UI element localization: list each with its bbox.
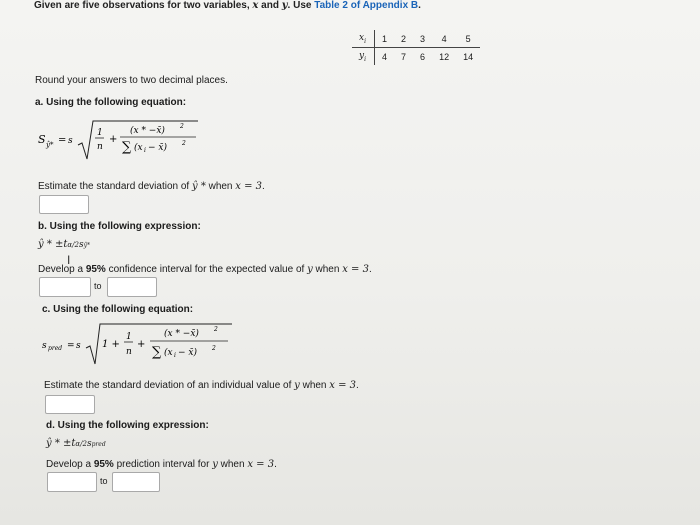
problem-intro — [34, 0, 421, 11]
part-b-upper-input[interactable] — [107, 277, 157, 297]
y-cell: 7 — [401, 51, 407, 62]
svg-text:=: = — [67, 341, 75, 351]
svg-text:2: 2 — [182, 140, 186, 147]
x-cell: 3 — [413, 30, 432, 48]
x-cell: 4 — [432, 30, 456, 48]
svg-text:S: S — [38, 133, 46, 146]
svg-text:i: i — [144, 147, 146, 154]
part-d-to-label: to — [100, 476, 108, 486]
svg-text:i: i — [174, 352, 176, 359]
appendix-table-link[interactable]: Table 2 of Appendix B — [314, 0, 419, 11]
svg-text:=: = — [58, 135, 67, 146]
y-label: $y_i$ — [352, 48, 375, 66]
svg-text:∑: ∑ — [122, 140, 132, 155]
svg-text:2: 2 — [180, 123, 184, 130]
svg-text:∑: ∑ — [152, 345, 162, 360]
part-d-expression: ŷ * ±tα/2spred — [46, 438, 106, 449]
intro-text-after: . Use — [287, 0, 315, 11]
x-row — [352, 30, 480, 48]
svg-text:+: + — [137, 339, 146, 350]
part-d-upper-input[interactable] — [112, 472, 160, 492]
y-cell: 4 — [382, 51, 388, 62]
part-a-answer-input[interactable] — [39, 195, 89, 214]
part-b-lower-input[interactable] — [39, 277, 91, 297]
part-b-expression: ŷ * ±tα/2sŷ* — [38, 239, 90, 250]
observation-table — [352, 30, 480, 65]
svg-text:ŷ*: ŷ* — [46, 141, 54, 149]
svg-text:pred: pred — [48, 345, 63, 352]
svg-text:1: 1 — [97, 128, 103, 138]
part-d-develop-text: Develop a 95% prediction interval for y when x = 3. — [46, 459, 277, 470]
x-cell: 1 — [375, 30, 395, 48]
part-a-equation-graphic — [38, 117, 208, 163]
part-b-to-label: to — [94, 281, 102, 291]
svg-text:(x: (x — [134, 143, 143, 153]
part-d-lower-input[interactable] — [47, 472, 97, 492]
y-cell: 12 — [439, 51, 450, 62]
svg-text:1: 1 — [126, 332, 132, 342]
y-cell: 14 — [463, 51, 474, 62]
svg-text:(x * −x̄): (x * −x̄) — [130, 126, 165, 136]
part-c-answer-input[interactable] — [45, 395, 95, 414]
svg-text:s: s — [42, 341, 47, 351]
svg-text:2: 2 — [214, 326, 218, 333]
part-c-equation — [42, 320, 242, 370]
svg-text:(x * −x̄): (x * −x̄) — [164, 329, 199, 339]
svg-text:n: n — [126, 347, 132, 357]
part-c-estimate-text: Estimate the standard deviation of an individual value of y when x = 3. — [44, 380, 359, 391]
intro-x-var: x — [252, 0, 259, 11]
x-label: $x_i$ — [352, 30, 375, 48]
intro-end: . — [418, 0, 421, 11]
svg-text:n: n — [97, 142, 103, 152]
svg-text:− x̄): − x̄) — [148, 143, 167, 153]
part-c-equation-graphic — [42, 320, 242, 366]
part-b-label: b. Using the following expression: — [38, 221, 201, 232]
part-a-estimate-text: Estimate the standard deviation of ŷ * when x = 3. — [38, 181, 265, 192]
part-a-equation — [38, 117, 208, 166]
part-d-label: d. Using the following expression: — [46, 420, 209, 431]
x-cell: 2 — [394, 30, 413, 48]
part-b-develop-text: Develop a 95% confidence interval for the expected value of y when x = 3. — [38, 264, 372, 275]
x-cell: 5 — [456, 30, 480, 48]
y-row — [352, 48, 480, 66]
round-note: Round your answers to two decimal places. — [35, 75, 228, 86]
intro-y-var: y — [281, 0, 288, 11]
svg-text:(x: (x — [164, 348, 173, 358]
part-a-label: a. Using the following equation: — [35, 97, 187, 108]
intro-text: Given are five observations for two variables, — [34, 0, 253, 11]
text-cursor-icon: I — [67, 253, 71, 267]
part-c-label: c. Using the following equation: — [42, 304, 194, 315]
y-cell: 6 — [420, 51, 426, 62]
svg-text:− x̄): − x̄) — [178, 348, 197, 358]
svg-text:1 +: 1 + — [102, 339, 120, 350]
svg-text:2: 2 — [212, 345, 216, 352]
intro-and: and — [258, 0, 282, 11]
svg-text:s: s — [68, 136, 73, 146]
svg-text:s: s — [76, 341, 81, 351]
svg-text:+: + — [109, 134, 118, 145]
